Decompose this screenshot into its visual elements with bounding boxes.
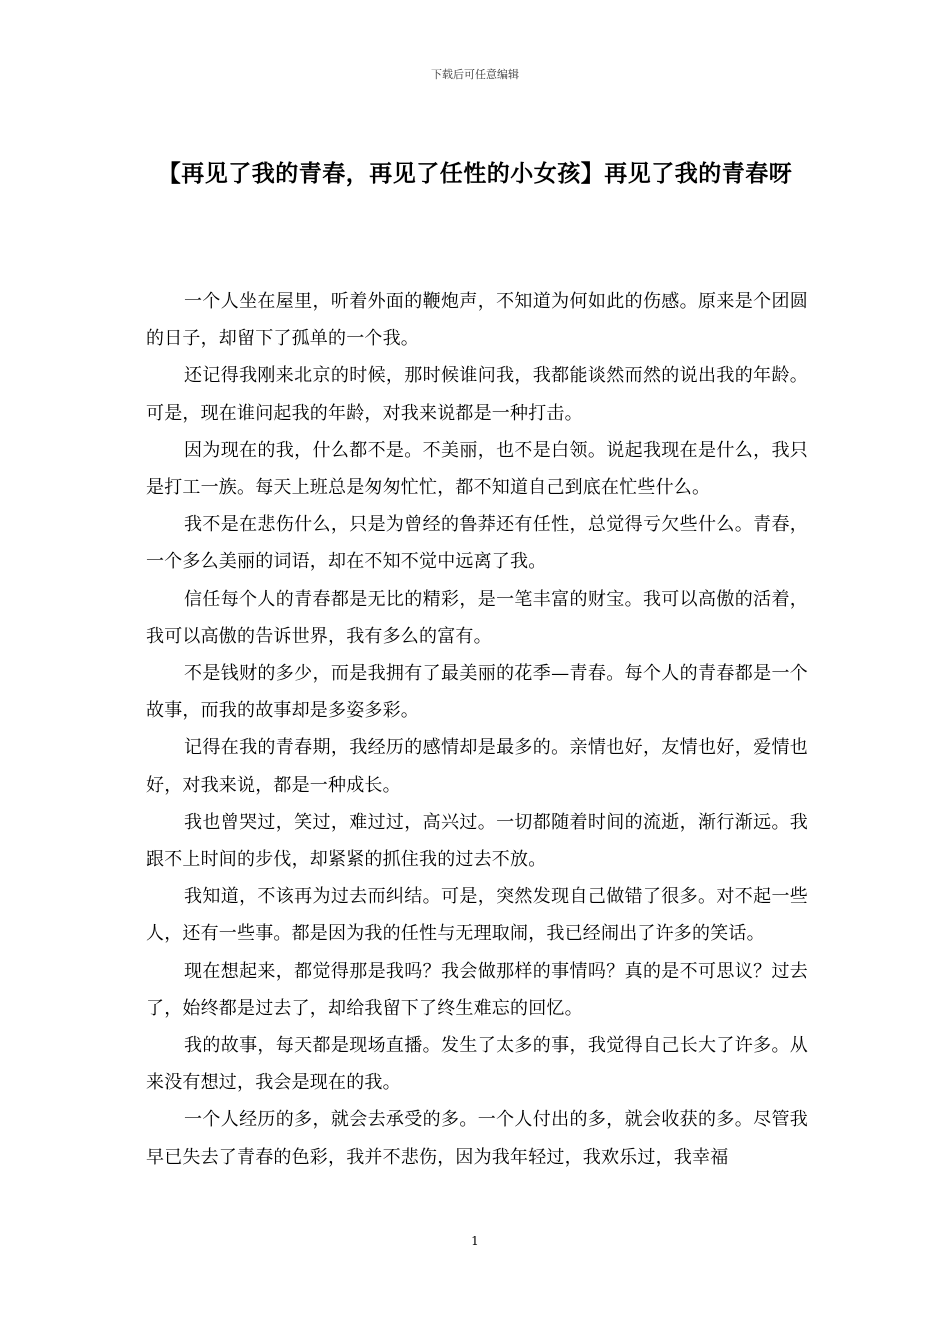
paragraph: 因为现在的我，什么都不是。不美丽，也不是白领。说起我现在是什么，我只是打工一族。每天上班总是匆匆忙忙，都不知道自己到底在忙些什么。 [146,439,808,499]
header-note: 下载后可任意编辑 [431,68,519,81]
document-body [146,283,808,1176]
paragraph: 还记得我刚来北京的时候，那时候谁问我，我都能谈然而然的说出我的年龄。可是，现在谁问起我的年龄，对我来说都是一种打击。 [146,365,808,424]
paragraph: 我知道，不该再为过去而纠结。可是，突然发现自己做错了很多。对不起一些人，还有一些事。都是因为我的任性与无理取闹，我已经闹出了许多的笑话。 [146,886,808,945]
paragraph: 我的故事，每天都是现场直播。发生了太多的事，我觉得自己长大了许多。从来没有想过，我会是现在的我。 [146,1035,808,1094]
paragraph: 记得在我的青春期，我经历的感情却是最多的。亲情也好，友情也好，爱情也好，对我来说，都是一种成长。 [146,737,808,796]
page-number: 1 [471,1234,479,1248]
paragraph: 我不是在悲伤什么，只是为曾经的鲁莽还有任性，总觉得亏欠些什么。青春，一个多么美丽的词语，却在不知不觉中远离了我。 [146,514,808,573]
paragraph: 一个人坐在屋里，听着外面的鞭炮声，不知道为何如此的伤感。原来是个团圆的日子，却留下了孤单的一个我。 [146,291,808,350]
paragraph: 我也曾哭过，笑过，难过过，高兴过。一切都随着时间的流逝，渐行渐远。我跟不上时间的步伐，却紧紧的抓住我的过去不放。 [146,811,808,871]
paragraph: 一个人经历的多，就会去承受的多。一个人付出的多，就会收获的多。尽管我早已失去了青春的色彩，我并不悲伤，因为我年轻过，我欢乐过，我幸福 [146,1109,808,1168]
paragraph: 不是钱财的多少，而是我拥有了最美丽的花季—青春。每个人的青春都是一个故事，而我的故事却是多姿多彩。 [146,663,808,722]
paragraph: 现在想起来，都觉得那是我吗？我会做那样的事情吗？真的是不可思议？过去了，始终都是过去了，却给我留下了终生难忘的回忆。 [146,960,808,1019]
document-title: 【再见了我的青春，再见了任性的小女孩】再见了我的青春呀 [157,161,793,187]
paragraph: 信任每个人的青春都是无比的精彩，是一笔丰富的财宝。我可以高傲的活着，我可以高傲的告诉世界，我有多么的富有。 [146,588,808,647]
